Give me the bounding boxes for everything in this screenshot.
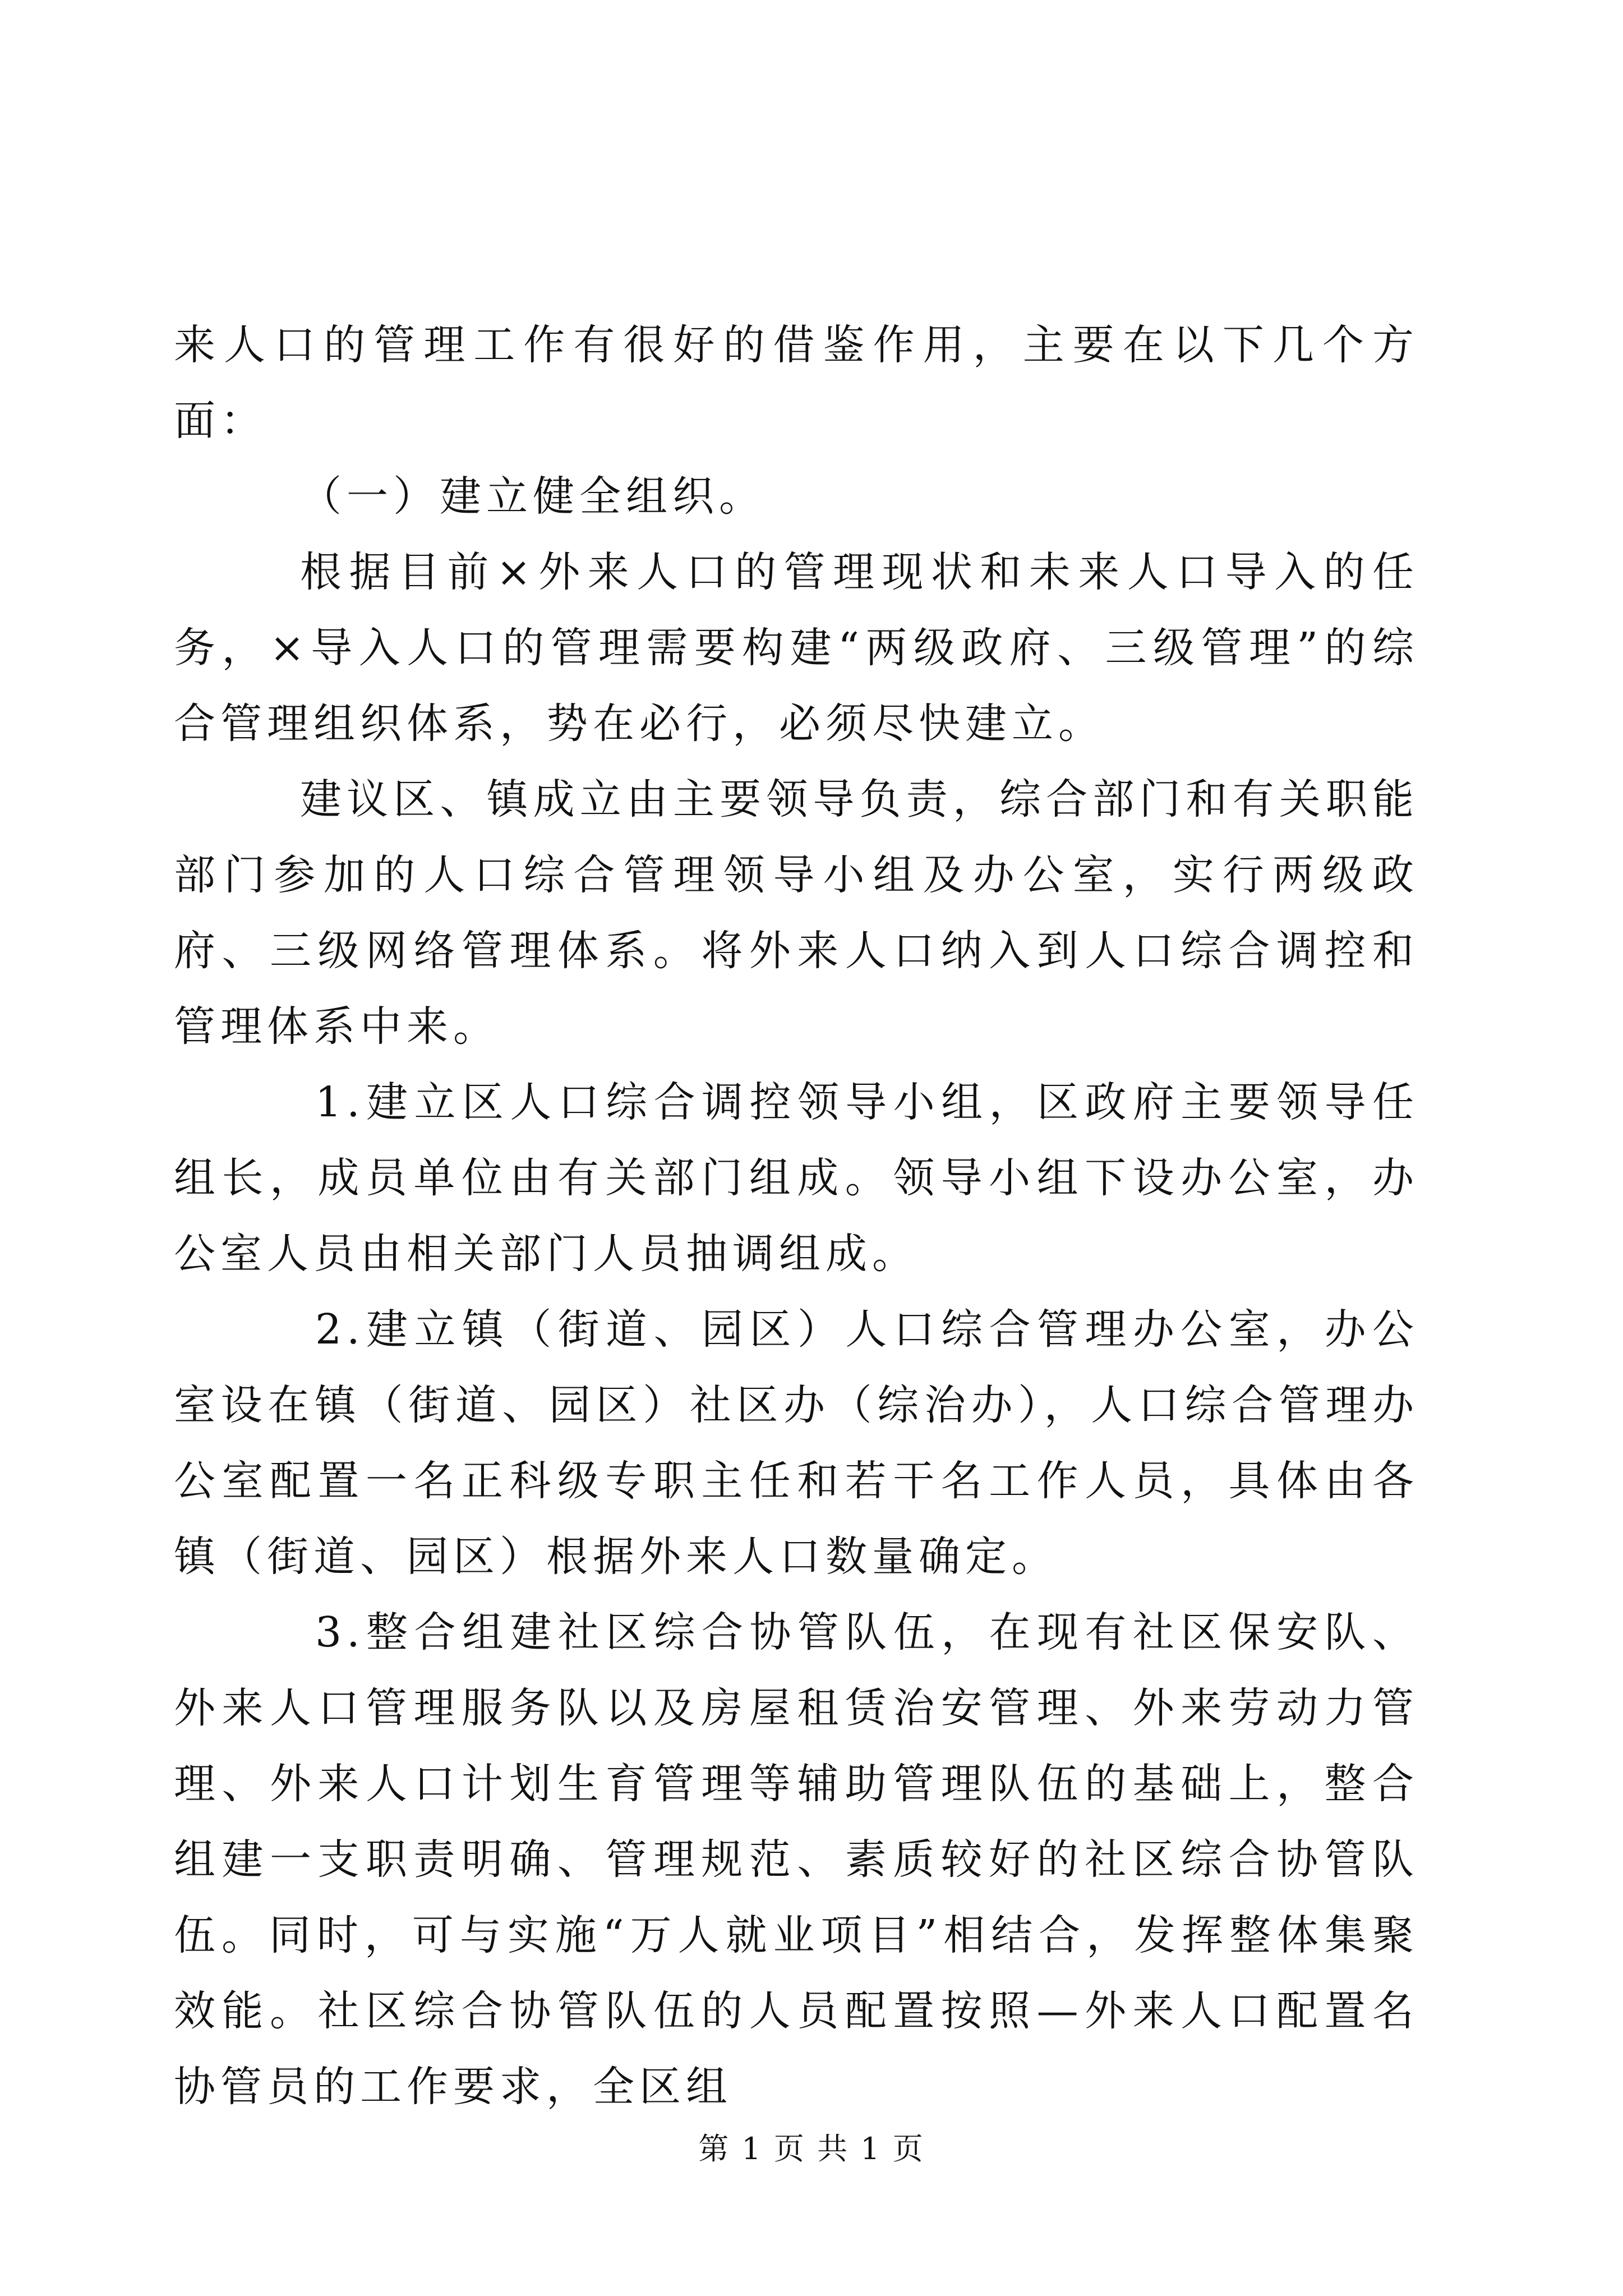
section-heading: （一）建立健全组织。 <box>300 472 766 521</box>
list-item-1: 1.建立区人口综合调控领导小组，区政府主要领导任组长，成员单位由有关部门组成。领导小组下设办公室，办公室人员由相关部门人员抽调组成。 <box>174 1078 1419 1278</box>
list-item-3: 3.整合组建社区综合协管队伍，在现有社区保安队、外来人口管理服务队以及房屋租赁治安管理、外来劳动力管理、外来人口计划生育管理等辅助管理队伍的基础上，整合组建一支职责明确、管理规范、素质较好的社区综合协管队伍。同时，可与实施“万人就业项目”相结合，发挥整体集聚效能。社区综合协管队伍的人员配置按照—外来人口配置名协管员的工作要求，全区组 <box>174 1608 1419 2111</box>
paragraph-recommendation: 建议区、镇成立由主要领导负责，综合部门和有关职能部门参加的人口综合管理领导小组及办公室，实行两级政府、三级网络管理体系。将外来人口纳入到人口综合调控和管理体系中来。 <box>174 775 1419 1051</box>
page-footer: 第 1 页 共 1 页 <box>698 2131 925 2166</box>
list-item-2: 2.建立镇（街道、园区）人口综合管理办公室，办公室设在镇（街道、园区）社区办（综治办），人口综合管理办公室配置一名正科级专职主任和若干名工作人员，具体由各镇（街道、园区）根据外来人口数量确定。 <box>174 1305 1419 1581</box>
paragraph-current-status: 根据目前×外来人口的管理现状和未来人口导入的任务，×导入人口的管理需要构建“两级政府、三级管理”的综合管理组织体系，势在必行，必须尽快建立。 <box>174 548 1419 748</box>
paragraph-continuation: 来人口的管理工作有很好的借鉴作用，主要在以下几个方面： <box>174 321 1419 445</box>
document-body <box>174 307 1419 2125</box>
